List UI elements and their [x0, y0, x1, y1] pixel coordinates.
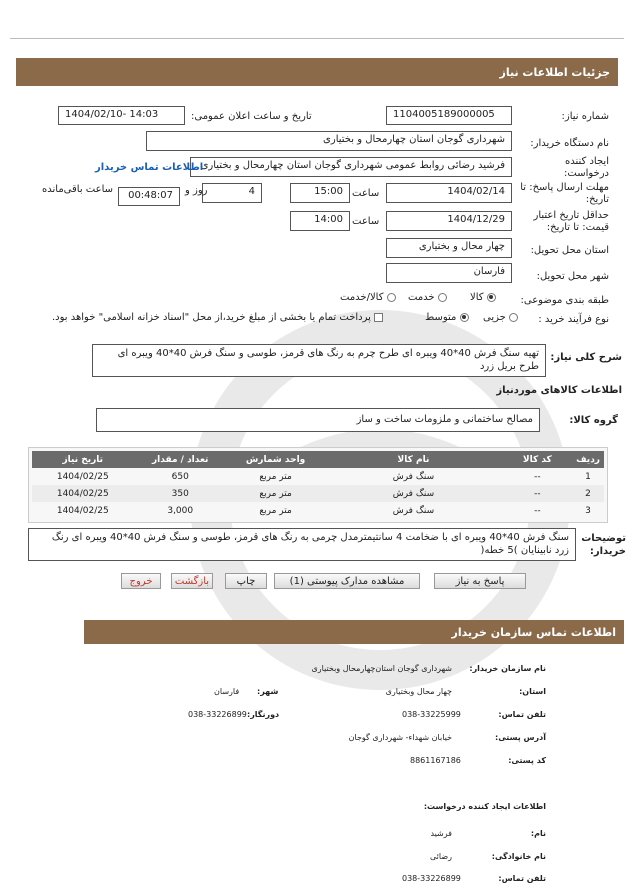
- th-unit: واحد شمارش: [227, 451, 324, 468]
- cell-name: سنگ فرش: [392, 505, 435, 516]
- description-label: شرح کلی نیاز:: [550, 352, 622, 363]
- org-name-label: نام سازمان خریدار:: [469, 664, 546, 673]
- radio-minor[interactable]: [509, 313, 518, 322]
- cell-code: --: [534, 505, 541, 516]
- buyer-org-label: نام دستگاه خریدار:: [530, 138, 609, 149]
- radio-medium[interactable]: [460, 313, 469, 322]
- contact-fax-label: دورنگار:: [247, 710, 280, 719]
- top-divider: [10, 38, 624, 39]
- payment-note[interactable]: [52, 312, 383, 323]
- table-row[interactable]: [32, 468, 604, 485]
- table-row[interactable]: [32, 502, 604, 519]
- creator-phone-label: تلفن تماس:: [498, 874, 546, 883]
- contact-city-value: فارسان: [214, 687, 240, 696]
- category-option-goods[interactable]: [470, 292, 496, 303]
- category-label: طبقه بندی موضوعی:: [520, 295, 609, 306]
- postal-value: 8861167186: [410, 756, 461, 765]
- contact-section-header: [84, 620, 624, 644]
- radio-service[interactable]: [438, 293, 447, 302]
- cell-row: 1: [585, 471, 591, 482]
- contact-info-link[interactable]: اطلاعات تماس خریدار: [95, 162, 204, 173]
- contact-phone-label: تلفن تماس:: [498, 710, 546, 719]
- creator-last-name-label: نام خانوادگی:: [491, 852, 546, 861]
- contact-fax-value: 038-33226899: [188, 710, 247, 719]
- cell-qty: 650: [171, 471, 189, 482]
- announce-label: تاریخ و ساعت اعلان عمومی:: [191, 111, 312, 122]
- remaining-label: ساعت باقی‌مانده: [42, 184, 114, 195]
- payment-checkbox[interactable]: [374, 313, 383, 322]
- process-option-medium[interactable]: [425, 312, 469, 323]
- cell-unit: متر مربع: [259, 505, 292, 516]
- creator-label: ایجاد کننده درخواست:: [564, 156, 609, 179]
- cell-row: 2: [572, 485, 604, 502]
- remaining-time-field[interactable]: 00:48:07: [118, 187, 180, 206]
- contact-province-label: استان:: [519, 687, 546, 696]
- goods-group-field[interactable]: مصالح ساختمانی و ملزومات ساخت و ساز: [96, 408, 540, 432]
- deadline-time-label: ساعت: [352, 188, 380, 199]
- category-option-both-label: کالا/خدمت: [340, 292, 384, 303]
- cell-name: سنگ فرش: [324, 485, 502, 502]
- city-label: شهر محل تحویل:: [536, 271, 609, 282]
- creator-heading: اطلاعات ایجاد کننده درخواست:: [423, 802, 546, 811]
- contact-city-label: شهر:: [257, 687, 279, 696]
- respond-button[interactable]: پاسخ به نیاز: [434, 573, 526, 589]
- cell-code: --: [503, 485, 572, 502]
- address-value: خیابان شهداء- شهرداری گوجان: [348, 733, 452, 742]
- th-date: تاریخ نیاز: [32, 451, 134, 468]
- creator-first-name-value: فرشید: [430, 829, 452, 838]
- province-field[interactable]: چهار محال و بختیاری: [386, 238, 512, 258]
- creator-last-name-value: رضائی: [430, 852, 452, 861]
- items-table-wrapper: [28, 447, 608, 523]
- description-field[interactable]: تهیه سنگ فرش 40*40 ویبره ای طرح چرم به رنگ های قرمز، طوسی و سنگ فرش 40*40 ویبره ای طرح بریل زرد: [92, 344, 546, 377]
- page-header-title: جزئیات اطلاعات نیاز: [499, 65, 610, 79]
- exit-button[interactable]: خروج: [121, 573, 161, 589]
- cell-unit: متر مربع: [227, 485, 324, 502]
- contact-phone-value: 038-33225999: [402, 710, 461, 719]
- deadline-date-field[interactable]: 1404/02/14: [386, 183, 512, 203]
- payment-note-text: پرداخت تمام یا بخشی از مبلغ خرید،از محل "اسناد خزانه اسلامی" خواهد بود.: [52, 312, 371, 323]
- days-field[interactable]: 4: [202, 183, 262, 203]
- need-number-field[interactable]: 1104005189000005: [386, 106, 512, 125]
- process-option-minor-label: جزیی: [483, 312, 506, 323]
- cell-code: --: [534, 471, 541, 482]
- validity-time-field[interactable]: 14:00: [290, 211, 350, 231]
- cell-date: 1404/02/25: [56, 505, 109, 516]
- th-code: کد کالا: [503, 451, 572, 468]
- cell-qty: 3,000: [167, 505, 194, 516]
- days-label: روز و: [185, 185, 208, 196]
- view-docs-button[interactable]: مشاهده مدارک پیوستی (1): [274, 573, 420, 589]
- postal-label: کد پستی:: [508, 756, 546, 765]
- process-option-medium-label: متوسط: [425, 312, 457, 323]
- category-option-service[interactable]: [408, 292, 447, 303]
- goods-heading: اطلاعات کالاهای موردنیاز: [496, 385, 622, 396]
- address-label: آدرس پستی:: [495, 733, 546, 742]
- cell-name: سنگ فرش: [392, 471, 435, 482]
- category-option-goods-label: کالا: [470, 292, 484, 303]
- deadline-label: مهلت ارسال پاسخ: تا تاریخ:: [520, 182, 609, 205]
- page-header: [16, 58, 618, 86]
- announce-field[interactable]: 1404/02/10- 14:03: [58, 106, 185, 125]
- buyer-org-field[interactable]: شهرداری گوجان استان چهارمحال و بختیاری: [146, 131, 512, 151]
- contact-section-title: اطلاعات تماس سازمان خریدار: [451, 625, 616, 639]
- cell-unit: متر مربع: [259, 471, 292, 482]
- cell-date: 1404/02/25: [56, 471, 109, 482]
- validity-time-label: ساعت: [352, 216, 380, 227]
- category-option-both[interactable]: [340, 292, 396, 303]
- th-name: نام کالا: [324, 451, 502, 468]
- th-row: ردیف: [572, 451, 604, 468]
- validity-date-field[interactable]: 1404/12/29: [386, 211, 512, 231]
- cell-qty: 350: [134, 485, 227, 502]
- th-qty: تعداد / مقدار: [134, 451, 227, 468]
- goods-group-label: گروه کالا:: [569, 415, 618, 426]
- radio-goods[interactable]: [487, 293, 496, 302]
- creator-field[interactable]: فرشید رضائی روابط عمومی شهرداری گوجان استان چهارمحال و بختیاری: [190, 157, 512, 177]
- buyer-notes-field[interactable]: سنگ فرش 40*40 ویبره ای با ضخامت 4 سانتیمترمدل چرمی به رنگ های قرمز، طوسی و سنگ فرش 40*40 ویبره ای رنگ زرد نابینایان )5 خطه(: [28, 528, 576, 561]
- back-button[interactable]: بازگشت: [171, 573, 213, 589]
- deadline-time-field[interactable]: 15:00: [290, 183, 350, 203]
- org-name-value: شهرداری گوجان استان‌چهارمحال وبختیاری: [311, 664, 452, 673]
- items-table-header: [32, 451, 604, 468]
- cell-date: 1404/02/25: [32, 485, 134, 502]
- print-button[interactable]: چاپ: [225, 573, 267, 589]
- process-option-minor[interactable]: [483, 312, 518, 323]
- creator-first-name-label: نام:: [530, 829, 546, 838]
- contact-province-value: چهار محال وبختیاری: [385, 687, 452, 696]
- buyer-notes-label: توضیحات خریدار:: [581, 533, 626, 557]
- need-number-label: شماره نیاز:: [561, 111, 609, 122]
- validity-label: حداقل تاریخ اعتبار قیمت: تا تاریخ:: [533, 210, 609, 233]
- table-row[interactable]: [32, 485, 604, 502]
- category-option-service-label: خدمت: [408, 292, 435, 303]
- process-label: نوع فرآیند خرید :: [538, 314, 609, 325]
- province-label: استان محل تحویل:: [530, 245, 609, 256]
- creator-phone-value: 038-33226899: [402, 874, 461, 883]
- cell-row: 3: [585, 505, 591, 516]
- radio-both[interactable]: [387, 293, 396, 302]
- items-table: [32, 451, 604, 519]
- city-field[interactable]: فارسان: [386, 263, 512, 283]
